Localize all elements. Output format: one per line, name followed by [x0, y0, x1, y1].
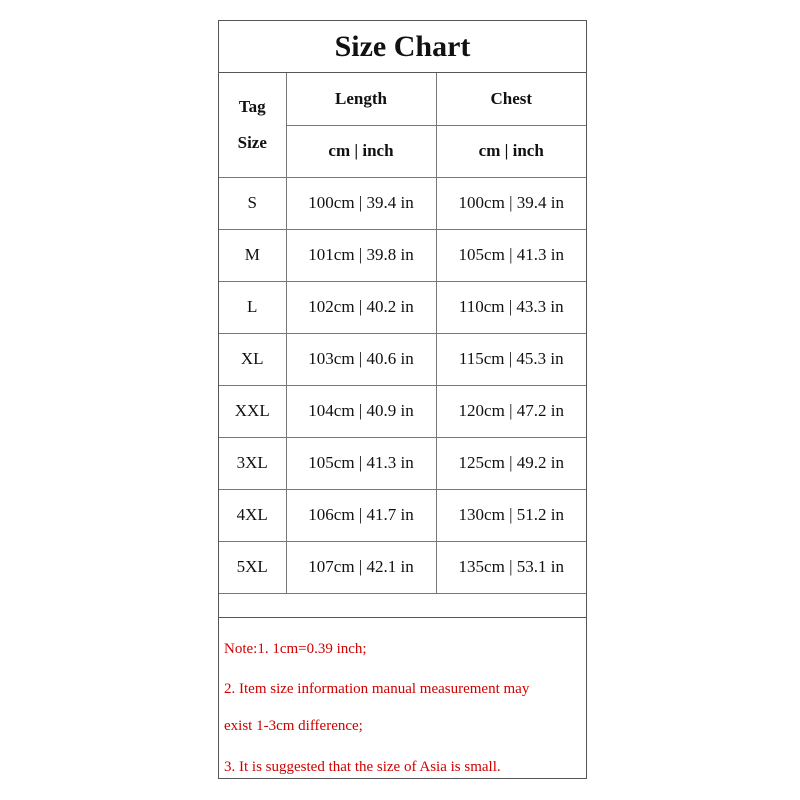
- length-cell: 102cm | 40.2 in: [286, 281, 436, 333]
- size-label: Size: [237, 132, 267, 152]
- table-row: [219, 333, 586, 385]
- length-cell: 100cm | 39.4 in: [286, 177, 436, 229]
- chest-header: Chest: [436, 73, 586, 125]
- table-row: [219, 541, 586, 593]
- chest-cell: 135cm | 53.1 in: [436, 541, 586, 593]
- header-row: [219, 73, 586, 125]
- size-cell: S: [219, 177, 286, 229]
- length-units: cm | inch: [286, 125, 436, 177]
- chest-cell: 105cm | 41.3 in: [436, 229, 586, 281]
- tag-label: Tag: [238, 96, 266, 116]
- size-cell: XXL: [219, 385, 286, 437]
- note-line-4: 3. It is suggested that the size of Asia is small.: [224, 759, 501, 775]
- length-cell: 104cm | 40.9 in: [286, 385, 436, 437]
- size-table: [219, 73, 586, 594]
- chest-cell: 100cm | 39.4 in: [436, 177, 586, 229]
- chest-cell: 110cm | 43.3 in: [436, 281, 586, 333]
- length-cell: 105cm | 41.3 in: [286, 437, 436, 489]
- size-cell: XL: [219, 333, 286, 385]
- chest-cell: 125cm | 49.2 in: [436, 437, 586, 489]
- table-row: [219, 177, 586, 229]
- note-line-2: 2. Item size information manual measurement may: [224, 681, 530, 697]
- length-cell: 103cm | 40.6 in: [286, 333, 436, 385]
- chart-title: Size Chart: [219, 21, 586, 73]
- note-line-3: exist 1-3cm difference;: [224, 718, 363, 734]
- length-header: Length: [286, 73, 436, 125]
- size-chart: [218, 20, 587, 779]
- chest-cell: 115cm | 45.3 in: [436, 333, 586, 385]
- length-cell: 106cm | 41.7 in: [286, 489, 436, 541]
- table-row: [219, 229, 586, 281]
- size-cell: 3XL: [219, 437, 286, 489]
- length-cell: 101cm | 39.8 in: [286, 229, 436, 281]
- length-cell: 107cm | 42.1 in: [286, 541, 436, 593]
- table-row: [219, 281, 586, 333]
- table-row: [219, 489, 586, 541]
- notes-section: [219, 617, 586, 777]
- note-line-1: Note:1. 1cm=0.39 inch;: [224, 641, 367, 657]
- size-cell: L: [219, 281, 286, 333]
- tag-size-header: [219, 73, 286, 177]
- chest-cell: 120cm | 47.2 in: [436, 385, 586, 437]
- size-cell: 4XL: [219, 489, 286, 541]
- table-row: [219, 385, 586, 437]
- size-cell: 5XL: [219, 541, 286, 593]
- table-row: [219, 437, 586, 489]
- size-cell: M: [219, 229, 286, 281]
- chest-cell: 130cm | 51.2 in: [436, 489, 586, 541]
- chest-units: cm | inch: [436, 125, 586, 177]
